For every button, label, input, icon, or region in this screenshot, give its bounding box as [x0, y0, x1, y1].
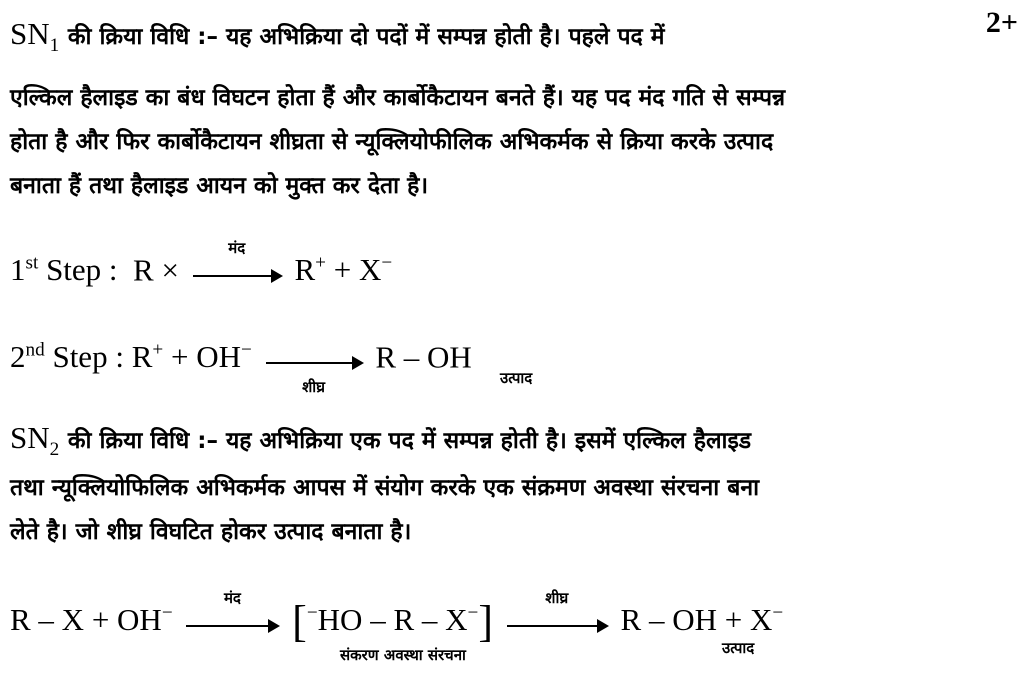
- step2-label: 2nd Step :: [10, 339, 124, 375]
- sn1-heading-line: [10, 16, 665, 64]
- sn1-symbol: $SN_1$: [10, 16, 60, 57]
- step2-equation: [10, 333, 472, 397]
- step1-rhs: R+ + X−: [294, 252, 393, 288]
- sn2-line-3: लेते है। जो शीघ्र विघटित होकर उत्पाद बनाता है।: [10, 519, 412, 545]
- sn2-fast-arrow-label: शीघ्र: [545, 589, 569, 608]
- sn1-line-2: एल्किल हैलाइड का बंध विघटन होता हैं और कार्बोकैटायन बनते हैं। यह पद मंद गति से सम्पन्न: [10, 85, 786, 111]
- slow-arrow: [193, 239, 281, 274]
- sn2-symbol: $SN_2$: [10, 420, 60, 461]
- sn1-line-4: बनाता हैं तथा हैलाइड आयन को मुक्त कर देता है।: [10, 173, 429, 199]
- step1-equation: [10, 239, 393, 288]
- fast-arrow: [266, 359, 362, 397]
- sn2-slow-arrow-label: मंद: [223, 589, 241, 608]
- sn2-slow-arrow: [186, 589, 278, 624]
- transition-state: [−HO – R – X−]: [292, 597, 494, 647]
- sn2-product-label: उत्पाद: [722, 639, 755, 657]
- fast-arrow-label: शीघ्र: [302, 378, 326, 397]
- sn1-line-3: होता है और फिर कार्बोकैटायन शीघ्रता से न्यूक्लियोफीलिक अभिकर्मक से क्रिया करके उत्पाद: [10, 129, 774, 155]
- step2-lhs: R+ + OH−: [131, 339, 252, 375]
- sn2-line-1: की क्रिया विधि :– यह अभिक्रिया एक पद में सम्पन्न होती है। इसमें एल्किल हैलाइड: [67, 428, 752, 454]
- sn2-rhs: R – OH + X−: [620, 602, 784, 638]
- marks-label: 2+: [985, 6, 1018, 39]
- step2-rhs: R – OH: [375, 339, 472, 375]
- step1-lhs: R ×: [133, 252, 179, 288]
- sn2-equation: [10, 589, 784, 647]
- step2-product-label: उत्पाद: [500, 369, 533, 387]
- step1-label: 1st Step :: [10, 252, 118, 288]
- sn2-line-2: तथा न्यूक्लियोफिलिक अभिकर्मक आपस में संयोग करके एक संक्रमण अवस्था संरचना बना: [10, 475, 760, 501]
- slow-arrow-label: मंद: [228, 239, 246, 258]
- sn2-fast-arrow: [507, 589, 607, 624]
- sn2-heading-line: [10, 420, 751, 468]
- transition-state-label: संकरण अवस्था संरचना: [340, 646, 466, 664]
- sn1-line-1: की क्रिया विधि :– यह अभिक्रिया दो पदों में सम्पन्न होती है। पहले पद में: [67, 24, 665, 50]
- sn2-lhs: R – X + OH−: [10, 602, 173, 638]
